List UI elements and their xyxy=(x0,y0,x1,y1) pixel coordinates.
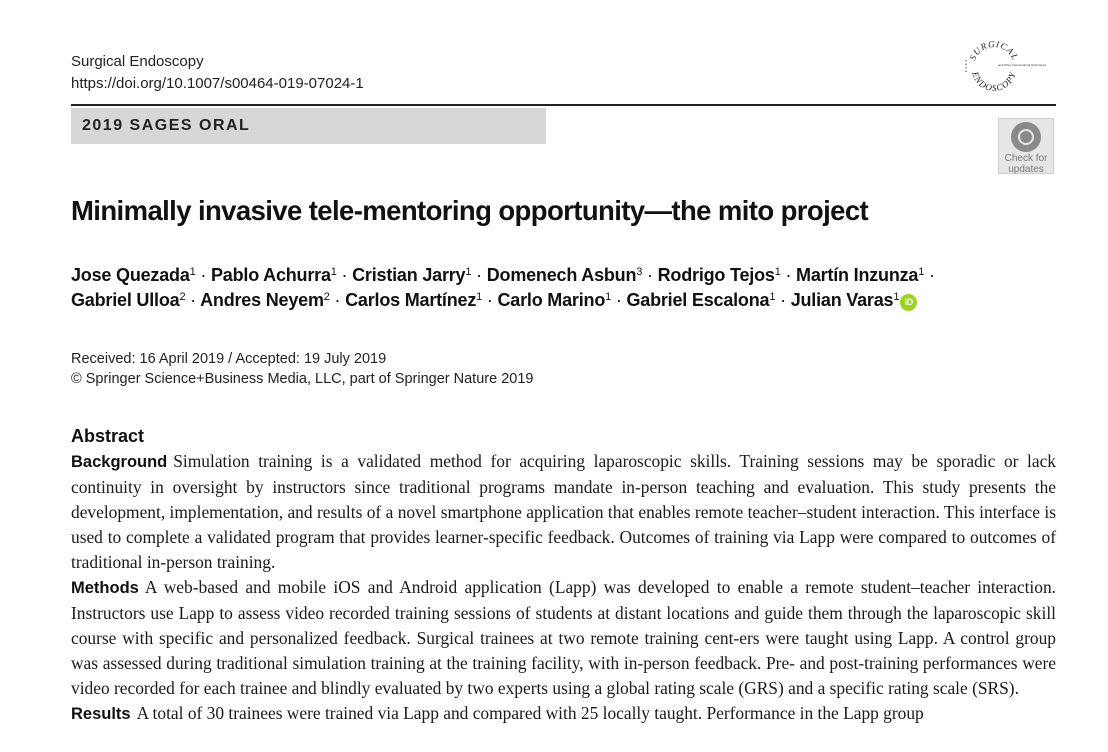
author-separator: · xyxy=(200,265,207,285)
check-updates-line2: updates xyxy=(1008,164,1044,175)
author-line-2 xyxy=(71,288,1056,313)
author[interactable]: Domenech Asbun$^3$ xyxy=(486,265,643,285)
author-separator: · xyxy=(190,290,196,310)
author-line-1 xyxy=(71,263,1056,288)
abstract-results xyxy=(71,701,1056,727)
section-label: 2019 SAGES ORAL xyxy=(71,108,546,144)
author[interactable]: Andres Neyem$^2$ xyxy=(200,290,330,310)
abstract-methods-text: A web-based and mobile iOS and Android application (Lapp) was developed to enable a remote student–teacher interaction. Instructors use Lapp to assess video recorded training sessions of students at distant locations and guide them through the laparoscopic skill course with specific and personalized feedback. Surgical trainees at two remote training cent-ers were taught using Lapp. A control group was assessed during traditional simulation training at the training facility, with in-person feedback. Pre- and post-training performances were video recorded for each trainee and blindly evaluated by two experts using a global rating scale (GRS) and a specific rating scale (SRS). xyxy=(71,577,1056,698)
author[interactable]: Gabriel Escalona$^1$ xyxy=(626,290,776,310)
journal-logo xyxy=(962,36,1058,98)
paper-title: Minimally invasive tele-mentoring opportunity—the mito project xyxy=(71,195,869,226)
logo-bottom-text: ENDOSCOPY xyxy=(970,70,1018,94)
check-updates-line1: Check for xyxy=(1004,153,1048,164)
author[interactable]: Carlo Marino$^1$ xyxy=(497,290,612,310)
journal-info xyxy=(71,51,364,95)
header-rule xyxy=(71,104,1056,106)
author-separator: · xyxy=(486,290,493,310)
orcid-icon[interactable]: iD xyxy=(900,294,917,311)
updates-icon xyxy=(1011,122,1041,152)
author-separator: · xyxy=(780,290,786,310)
logo-subtitle: and Other Interventional Techniques xyxy=(998,63,1047,67)
abstract-methods xyxy=(71,575,1056,701)
author[interactable]: Jose Quezada$^1$ xyxy=(71,265,196,285)
abstract-results-text: A total of 30 trainees were trained via Lapp and compared with 25 locally taught. Performance in the Lapp group xyxy=(136,703,924,723)
copyright-notice: © Springer Science+Business Media, LLC, part of Springer Nature 2019 xyxy=(71,371,534,387)
svg-text:SURGICAL xyxy=(967,39,1020,62)
journal-name: Surgical Endoscopy xyxy=(71,53,204,70)
author[interactable]: Rodrigo Tejos$^1$ xyxy=(657,265,781,285)
abstract-results-label: Results xyxy=(71,705,131,723)
logo-top-text: SURGICAL xyxy=(967,38,1021,62)
publication-dates xyxy=(71,349,533,389)
abstract-background-text: Simulation training is a validated method for acquiring laparoscopic skills. Training sessions may be sporadic or lack continuity in oversight by instructors since traditional programs mandate in-person teaching and evaluation. This study presents the development, implementation, and results of a novel smartphone application that enables remote teacher–student interaction. This interface is used to complete a validated program that provides learner-specific feedback. Outcomes of training via Lapp were compared to outcomes of traditional in-person training. xyxy=(71,451,1056,572)
author[interactable]: Pablo Achurra$^1$ xyxy=(211,265,337,285)
author[interactable]: Martín Inzunza$^1$ xyxy=(796,265,925,285)
author-list xyxy=(71,263,1056,313)
author[interactable]: Gabriel Ulloa$^2$ xyxy=(71,290,186,310)
author-separator: · xyxy=(928,265,935,285)
author-separator: · xyxy=(476,265,482,285)
author-separator: · xyxy=(785,265,792,285)
abstract-heading: Abstract xyxy=(71,426,145,446)
abstract-methods-label: Methods xyxy=(71,579,139,597)
abstract-background-label: Background xyxy=(71,453,168,471)
author-separator: · xyxy=(334,290,341,310)
author-separator: · xyxy=(341,265,348,285)
received-accepted-dates: Received: 16 April 2019 / Accepted: 19 July 2019 xyxy=(71,351,387,367)
author[interactable]: Carlos Martínez$^1$ xyxy=(345,290,483,310)
author-separator: · xyxy=(615,290,622,310)
abstract-background xyxy=(71,449,1056,575)
doi-link[interactable]: https://doi.org/10.1007/s00464-019-07024-1 xyxy=(71,75,364,92)
author[interactable]: Cristian Jarry$^1$ xyxy=(352,265,472,285)
author[interactable]: Julian Varas$^1$ xyxy=(790,290,900,310)
author-separator: · xyxy=(647,265,653,285)
abstract-body xyxy=(71,449,1056,727)
check-for-updates-badge[interactable] xyxy=(998,118,1054,174)
